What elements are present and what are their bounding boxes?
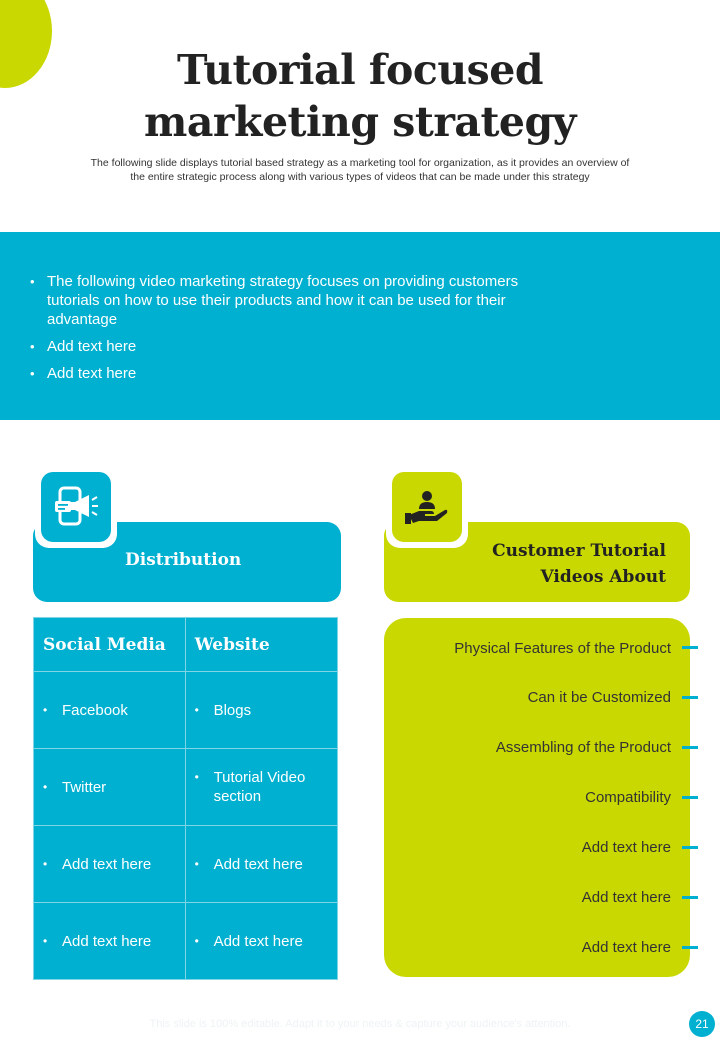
list-item-connector bbox=[682, 646, 698, 649]
table-row bbox=[34, 672, 338, 749]
intro-bullet: • Add text here bbox=[30, 364, 560, 383]
cell-text: • Tutorial Video section bbox=[195, 768, 337, 806]
table-cell bbox=[185, 672, 337, 749]
list-item-connector bbox=[682, 696, 698, 699]
cell-text: • Add text here bbox=[195, 932, 337, 951]
table-cell bbox=[34, 903, 186, 980]
column-header-social-media: Social Media bbox=[34, 618, 186, 672]
megaphone-phone-icon bbox=[41, 472, 111, 542]
intro-bullet: • Add text here bbox=[30, 337, 560, 356]
page-title-line-2: marketing strategy bbox=[143, 98, 576, 146]
intro-bullet: • The following video marketing strategy focuses on providing customers tutorials on how to use their products and how it can be used for their advantage bbox=[30, 272, 560, 329]
table-row bbox=[34, 749, 338, 826]
table-cell bbox=[185, 826, 337, 903]
list-item: Compatibility bbox=[585, 789, 671, 806]
table-row bbox=[34, 903, 338, 980]
tutorials-heading bbox=[492, 538, 666, 590]
list-item: Assembling of the Product bbox=[495, 739, 671, 756]
distribution-heading: Distribution bbox=[125, 550, 242, 570]
table-cell bbox=[185, 903, 337, 980]
list-item-connector bbox=[682, 746, 698, 749]
cell-text: • Add text here bbox=[195, 855, 337, 874]
tutorials-heading-line-2: Videos About bbox=[540, 567, 666, 587]
subtitle-line-1: The following slide displays tutorial based strategy as a marketing tool for organization, as it provides an overview of bbox=[90, 157, 630, 169]
list-item: Add text here bbox=[581, 839, 671, 856]
column-header-website: Website bbox=[185, 618, 337, 672]
table-cell bbox=[185, 749, 337, 826]
list-item-connector bbox=[682, 846, 698, 849]
list-item: Add text here bbox=[581, 939, 671, 956]
list-item: Physical Features of the Product bbox=[454, 640, 671, 657]
page-subtitle bbox=[40, 156, 680, 184]
intro-band bbox=[0, 232, 720, 420]
cell-text: • Add text here bbox=[43, 932, 185, 951]
cell-text: • Facebook bbox=[43, 701, 185, 720]
tutorial-topics-panel bbox=[384, 618, 690, 977]
cell-text: • Add text here bbox=[43, 855, 185, 874]
list-item-connector bbox=[682, 796, 698, 799]
tutorials-heading-line-1: Customer Tutorial bbox=[492, 541, 666, 561]
page-title-line-1: Tutorial focused bbox=[176, 46, 544, 94]
cell-text: • Twitter bbox=[43, 778, 185, 797]
hand-holding-person-icon bbox=[392, 472, 462, 542]
tutorials-icon-frame bbox=[386, 466, 468, 548]
distribution-icon-frame bbox=[35, 466, 117, 548]
subtitle-line-2: the entire strategic process along with various types of videos that can be made under this strategy bbox=[130, 171, 590, 183]
page-number-badge: 21 bbox=[689, 1011, 715, 1037]
list-item: Can it be Customized bbox=[527, 689, 671, 706]
table-header-row bbox=[34, 618, 338, 672]
editable-note: This slide is 100% editable. Adapt it to your needs & capture your audience's attention. bbox=[149, 1018, 571, 1030]
cell-text: • Blogs bbox=[195, 701, 337, 720]
distribution-table bbox=[33, 617, 338, 980]
intro-bullet-list bbox=[30, 272, 560, 391]
list-item-connector bbox=[682, 946, 698, 949]
list-item: Add text here bbox=[581, 889, 671, 906]
page-title bbox=[0, 44, 720, 148]
list-item-connector bbox=[682, 896, 698, 899]
table-cell bbox=[34, 672, 186, 749]
table-cell bbox=[34, 749, 186, 826]
table-row bbox=[34, 826, 338, 903]
table-cell bbox=[34, 826, 186, 903]
